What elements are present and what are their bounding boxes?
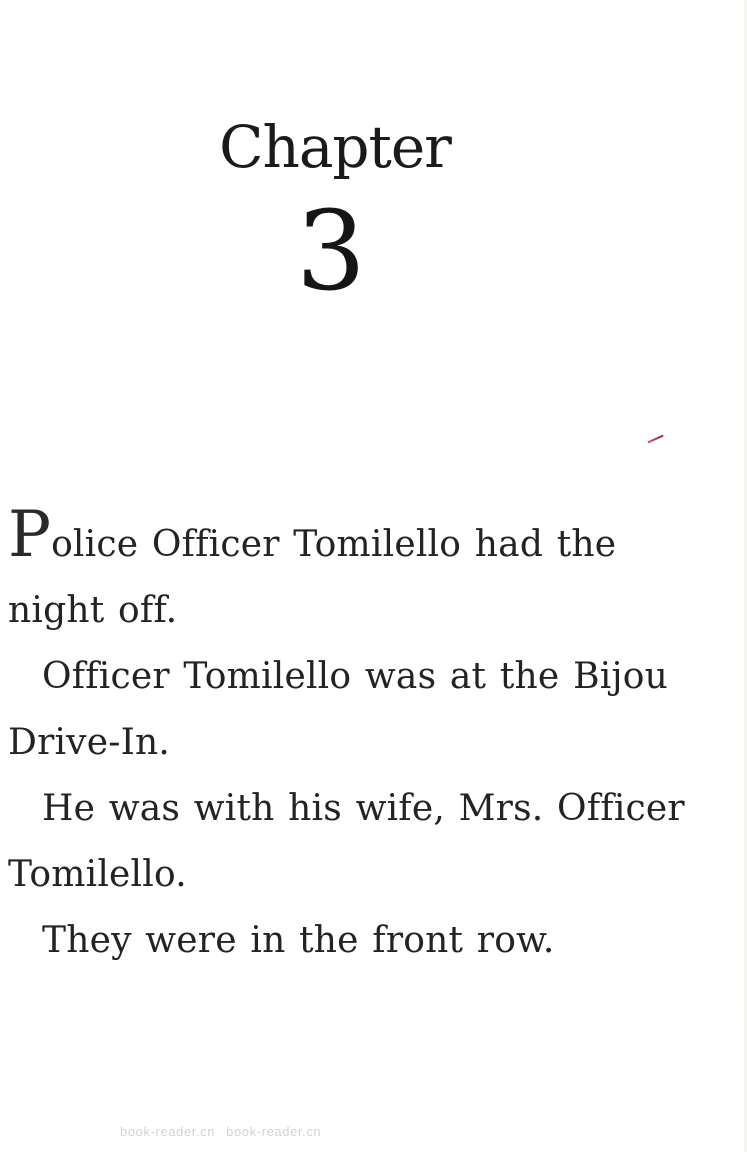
chapter-number: 3: [296, 187, 366, 315]
text-line-content: olice Officer Tomilello had the: [51, 524, 617, 565]
text-line: [8, 498, 717, 578]
text-line: night off.: [8, 590, 178, 631]
initial-capital: P: [8, 498, 52, 572]
text-line: Drive-In.: [8, 722, 171, 763]
text-line: He was with his wife, Mrs. Officer: [42, 788, 685, 829]
watermark: [120, 1124, 321, 1139]
pen-mark-artifact: [647, 435, 663, 444]
watermark-text: book-reader.cn: [226, 1124, 322, 1139]
text-line: Officer Tomilello was at the Bijou: [42, 656, 669, 697]
text-line: They were in the front row.: [42, 920, 555, 961]
body-text: [8, 498, 717, 974]
watermark-text: book-reader.cn: [120, 1124, 216, 1139]
chapter-heading: Chapter: [219, 113, 451, 181]
text-line: Tomilello.: [8, 854, 187, 895]
